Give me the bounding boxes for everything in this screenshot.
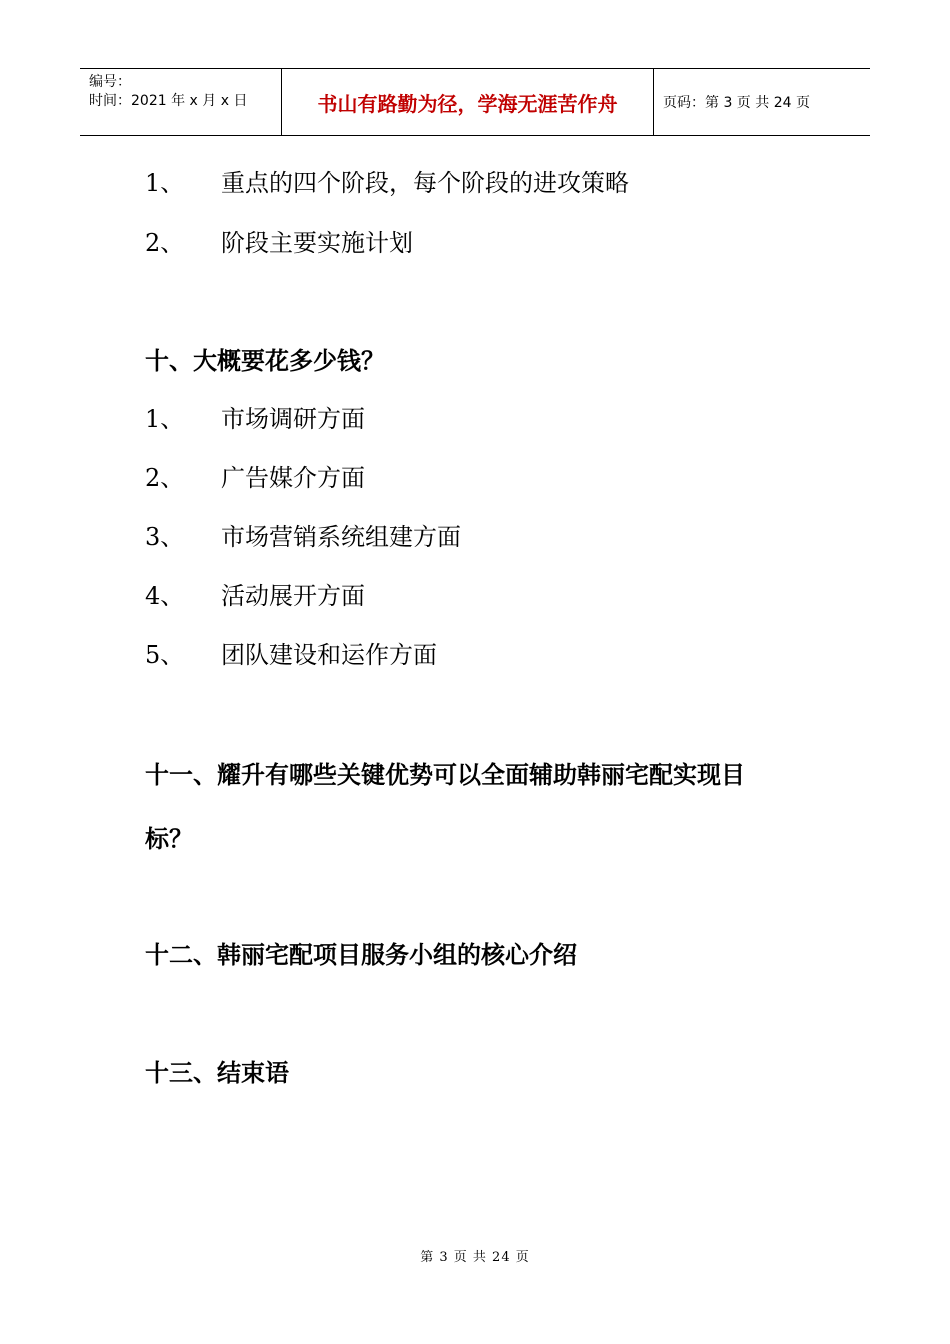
document-header [80, 68, 870, 136]
list-item [145, 581, 365, 611]
header-meta [80, 69, 281, 135]
section-heading: 十二、韩丽宅配项目服务小组的核心介绍 [145, 941, 577, 969]
list-item-number: 4、 [145, 582, 185, 610]
list-item [145, 228, 413, 258]
list-item-text: 团队建设和运作方面 [221, 641, 437, 669]
date-label: 时间：2021 年 x 月 x 日 [89, 93, 248, 109]
list-item-number: 3、 [145, 523, 185, 551]
list-item-number: 1、 [145, 405, 185, 433]
section-heading: 十一、耀升有哪些关键优势可以全面辅助韩丽宅配实现目 [145, 761, 745, 789]
header-motto: 书山有路勤为径，学海无涯苦作舟 [281, 69, 654, 135]
list-item [145, 640, 437, 670]
code-label: 编号： [89, 74, 131, 90]
list-item [145, 168, 629, 198]
section-heading: 十三、结束语 [145, 1059, 289, 1087]
list-item [145, 522, 461, 552]
page-footer: 第 3 页 共 24 页 [420, 1250, 530, 1265]
list-item-number: 5、 [145, 641, 185, 669]
list-item-number: 2、 [145, 229, 185, 257]
list-item [145, 404, 365, 434]
list-item-text: 市场营销系统组建方面 [221, 523, 461, 551]
list-item-text: 广告媒介方面 [221, 464, 365, 492]
header-page-info: 页码：第 3 页 共 24 页 [663, 95, 810, 111]
section-heading: 十、大概要花多少钱？ [145, 347, 385, 375]
list-item [145, 463, 365, 493]
list-item-text: 市场调研方面 [221, 405, 365, 433]
list-item-number: 1、 [145, 169, 185, 197]
section-heading-continued: 标？ [145, 825, 193, 853]
list-item-text: 重点的四个阶段，每个阶段的进攻策略 [221, 169, 629, 197]
list-item-text: 活动展开方面 [221, 582, 365, 610]
list-item-number: 2、 [145, 464, 185, 492]
list-item-text: 阶段主要实施计划 [221, 229, 413, 257]
